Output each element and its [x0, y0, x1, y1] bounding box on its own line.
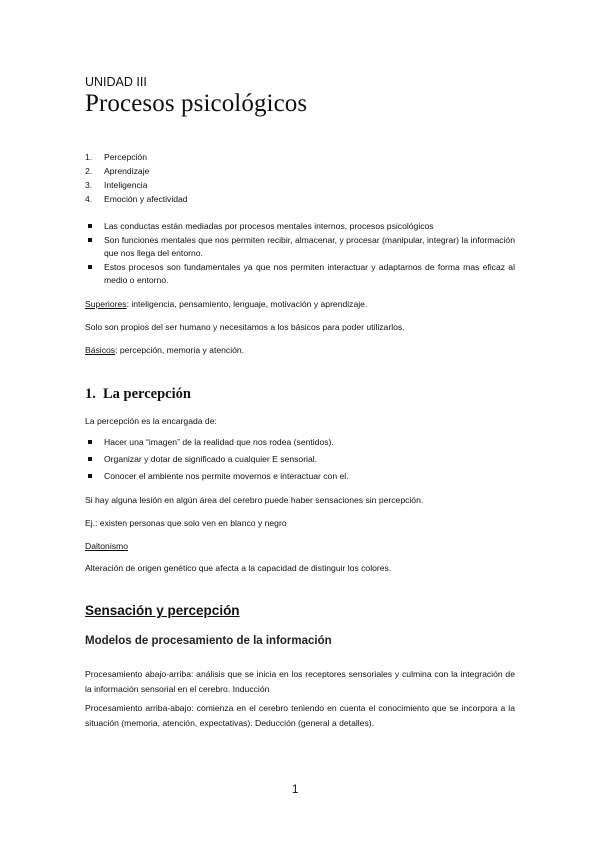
bullet-text: Estos procesos son fundamentales ya que nos permiten interactuar y adaptarnos de forma mas eficaz al medio o entorno.	[104, 262, 515, 285]
modelos-heading: Modelos de procesamiento de la información	[85, 635, 332, 647]
basicos-paragraph	[85, 344, 515, 357]
solo-propios-paragraph: Solo son propios del ser humano y necesitamos a los básicos para poder utilizarlos.	[85, 322, 405, 332]
bullet-square-icon	[88, 474, 92, 478]
superiores-text: : inteligencia, pensamiento, lenguaje, motivación y aprendizaje.	[126, 299, 368, 309]
topic-text: Emoción y afectividad	[104, 194, 188, 204]
topic-item	[85, 150, 525, 164]
daltonismo-label: Daltonismo	[85, 541, 128, 551]
bullet-text: Organizar y dotar de significado a cualquier E sensorial.	[104, 454, 318, 464]
list-item	[85, 436, 515, 449]
list-item	[85, 261, 515, 287]
page-number: 1	[292, 784, 299, 796]
topic-number: 4.	[85, 194, 93, 204]
topic-number: 3.	[85, 180, 93, 190]
topic-number: 1.	[85, 152, 93, 162]
section-heading-percepcion	[85, 386, 191, 403]
topic-item	[85, 192, 525, 206]
bullet-text: Conocer el ambiente nos permite movernos e interactuar con el.	[104, 471, 349, 481]
lesion-paragraph: Si hay alguna lesión en algún área del cerebro puede haber sensaciones sin percepción.	[85, 495, 424, 505]
list-item	[85, 470, 515, 483]
superiores-label: Superiores	[85, 299, 127, 309]
arriba-abajo-paragraph: Procesamiento arriba-abajo: comienza en el cerebro teniendo en cuenta el conocimiento que se incorpora a la situación (memoria, atención, expectativas). Deducción (general a detalles).	[85, 703, 515, 728]
basicos-label: Básicos	[85, 345, 116, 355]
bullet-text: Las conductas están mediadas por procesos mentales internos, procesos psicológicos	[104, 221, 434, 231]
percepcion-bullet-list	[85, 436, 515, 487]
topic-item	[85, 164, 525, 178]
superiores-paragraph	[85, 298, 515, 311]
basicos-text: : percepción, memoria y atención.	[115, 345, 245, 355]
bullet-text: Son funciones mentales que nos permiten recibir, almacenar, y procesar (manipular, integrar) la información que nos llega del entorno.	[104, 235, 515, 258]
list-item	[85, 220, 515, 233]
section-number: 1.	[85, 386, 96, 402]
topic-text: Aprendizaje	[104, 166, 150, 176]
topic-item	[85, 178, 525, 192]
sensacion-heading: Sensación y percepción	[85, 603, 240, 618]
bullet-square-icon	[88, 224, 92, 228]
topics-list	[85, 150, 525, 206]
bullet-square-icon	[88, 440, 92, 444]
bullet-text: Hacer una “imagen” de la realidad que nos rodea (sentidos).	[104, 437, 334, 447]
page-title: Procesos psicológicos	[85, 90, 308, 117]
list-item	[85, 453, 515, 466]
topic-text: Percepción	[104, 152, 147, 162]
percepcion-lead: La percepción es la encargada de:	[85, 416, 217, 426]
abajo-arriba-paragraph: Procesamiento abajo-arriba: análisis que se inicia en los receptores sensoriales y culmina con la integración de la información sensorial en el cerebro. Inducción	[85, 669, 515, 694]
daltonismo-paragraph: Alteración de origen genético que afecta a la capacidad de distinguir los colores.	[85, 563, 392, 573]
bullet-square-icon	[88, 238, 92, 242]
bullet-square-icon	[88, 457, 92, 461]
intro-bullet-list	[85, 220, 515, 288]
topic-text: Inteligencia	[104, 180, 148, 190]
example-paragraph: Ej.: existen personas que solo ven en blanco y negro	[85, 518, 287, 528]
topic-number: 2.	[85, 166, 93, 176]
list-item	[85, 234, 515, 260]
bullet-square-icon	[88, 265, 92, 269]
section-title: La percepción	[103, 386, 191, 402]
unit-label: UNIDAD III	[85, 75, 147, 89]
